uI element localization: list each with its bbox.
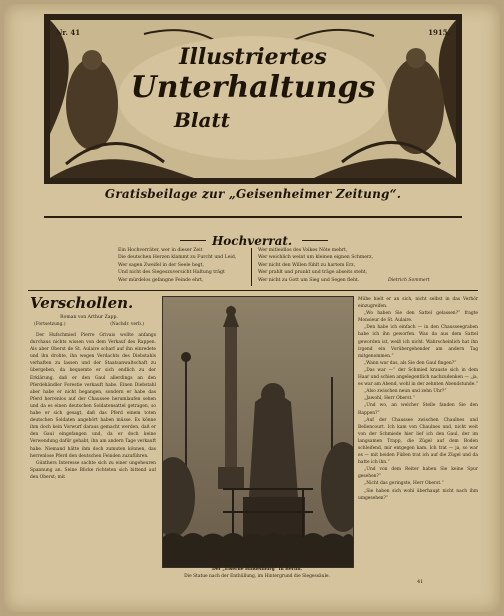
article-paragraph: „Jawohl, Herr Oberst.“ xyxy=(364,396,415,402)
article-paragraph: „Auf der Chaussee zwischen Chaulnes und Bellencourt. Ich kam von Chaulnes und, nicht weit von der Schmiede hier lief ich den Gaul, der im langsamen Trapp, die Zügel auf dem Boden schleifend, mir entgegen kam. Ich trat — ja, so war es — mit beiden Füßen trat ich auf die Zügel und da hatte ich ihn.“ xyxy=(358,417,478,466)
poem-line: Wer nicht zu Gott um Sieg und Segen fleht. xyxy=(258,277,360,283)
photo-caption-text: Die Statue nach der Enthüllung, im Hintergrund die Siegessäule. xyxy=(184,574,330,579)
article-paragraph: „Sie haben sich wohl überhaupt nicht nach ihm umgesehen?“ xyxy=(358,488,478,501)
article-paragraph: „Wo haben Sie den Sattel gelassen?“ fragte Monsieur de St. Aulaire. xyxy=(358,311,478,324)
poem-line: Die deutschen Herzen klammt zu Furcht und Leid, xyxy=(118,255,237,261)
poem-title: Hochverrat. xyxy=(211,234,293,248)
article-byline: Roman von Arthur Zapp. xyxy=(60,315,118,320)
poem-author: Dietrich Sommert xyxy=(388,278,430,283)
article-paragraph: „Das war —“ der Schmied krauste sich in dem Haar und schien angelegentlich nachzudenken — „ja, es war am Abend, wohl in der zehnten Abendstunde.“ xyxy=(358,367,478,388)
masthead-title-line1: Illustriertes xyxy=(179,44,327,70)
article-paragraph: Mühe hielt er an sich, nicht selbst in das Verhör einzugreifen. xyxy=(358,297,478,310)
masthead-title-line2: Unterhaltungs xyxy=(130,70,376,105)
article-paragraph: „Also zwischen neun und zehn Uhr?“ xyxy=(364,389,447,395)
poem-title-ornament-left xyxy=(180,240,206,241)
poem-divider xyxy=(251,248,252,286)
article-paragraph: „Und wo, an welcher Stelle fanden Sie den Rappen?“ xyxy=(358,403,478,416)
poem-line: Und nicht des Siegeszuversicht Haltung trägt xyxy=(118,270,225,276)
poem-line: Wer nicht den Willen fühlt zu hartem Erz, xyxy=(258,262,356,268)
masthead-title-line3: Blatt xyxy=(174,108,230,132)
poem-bottom-rule xyxy=(28,290,478,291)
article-title: Verschollen. xyxy=(30,294,134,312)
page-number: 41 xyxy=(417,579,424,585)
rights-note: (Nachdr. verb.) xyxy=(110,322,144,327)
article-paragraph: „Und von dem Reiter haben Sie keine Spur gesehen?“ xyxy=(358,467,478,480)
header-rule xyxy=(44,216,462,218)
article-paragraph: „Wann war das, als Sie den Gaul fingen?“ xyxy=(364,360,457,366)
hindenburg-statue-photo xyxy=(162,296,354,568)
poem-line: Wer mürdelos gefangne Feinde ehrt, xyxy=(118,277,204,283)
article-paragraph: Der Hufschmied Pierre Grivais wollte anfangs durchaus nichts wissen von dem Verkauf des Rappen. Als aber Oberst de St. Aulaire scharf auf ihn einredete und ihn drohte, ihn wegen Verdachts des Diebstahls verhaften zu lassen und der Staatsanwaltschaft zu übergeben, da bequemte er sich endlich zu der Erklärung, daß er den Gaul allerdings an den Pferdehändler Forestie verkauft habe. Einen Diebstahl aber habe er nicht begangen, sondern er habe das Pferd herrenlos auf der Chaussee herumlaufen sehen und da es einen deutschen Soldatensattel getragen, so habe er sich gesagt, daß das Pferd einem toten deutschen Soldaten angehört haben müsse. Es könne ihm doch kein Vorwurf daraus gemacht werden, daß er den Gaul eingefangen und, da er doch keine Verwendung dafür gehabt, ihn am andern Tage verkauft habe. Niemand hätte ihm doch zumuten können, das herrenlose Pferd den deutschen Feinden zuzuführen. xyxy=(30,333,156,459)
poem-title-ornament-right xyxy=(302,240,328,241)
photo-caption-title: Der „Eiserne Hindenburg“ in Berlin. xyxy=(211,567,303,572)
article-paragraph: Günthers Interesse sachte sich zu einer ungeheuren Spannung an. Seine Blicke richteten sich bittend auf den Oberst; mit xyxy=(30,460,156,480)
article-paragraph: „Den habe ich einfach — in den Chausseegraben habe ich ihn geworfen. Was da aus dem Sattel geworden ist, weiß ich nicht. Wahrscheinlich hat ihn irgend ein Vorübergehender am andern Tag mitgenommen.“ xyxy=(358,325,478,359)
article-notes xyxy=(34,322,144,327)
poem-right-column xyxy=(258,247,373,284)
masthead xyxy=(44,14,462,184)
photo-image xyxy=(163,297,353,567)
poem-left-column xyxy=(118,247,236,284)
article-column-3 xyxy=(358,296,478,578)
issue-year: 1915. xyxy=(428,28,450,37)
poem-line: Wer prahlt und prunkt und träge abseits steht, xyxy=(258,270,368,276)
article-column-1 xyxy=(30,332,156,582)
article-paragraph: „Nicht das geringste, Herr Oberst.“ xyxy=(364,481,444,487)
poem-line: Wer sagen Zweifel in der Seele hegt, xyxy=(118,262,204,268)
newspaper-page xyxy=(4,4,500,612)
poem-line: Ein Hochverräter, wer in dieser Zeit xyxy=(118,248,203,253)
continuation-note: (Fortsetzung.) xyxy=(34,322,66,327)
poem-line: Wer mitleidlos des Volkes Nöte mehrt, xyxy=(258,248,348,253)
masthead-subtitle: Gratisbeilage zur „Geisenheimer Zeitung“. xyxy=(104,187,402,201)
poem-line: Wer weichlich weint um kleinen eignen Schmerz, xyxy=(258,255,374,261)
issue-number: Nr. 41 xyxy=(56,28,81,37)
